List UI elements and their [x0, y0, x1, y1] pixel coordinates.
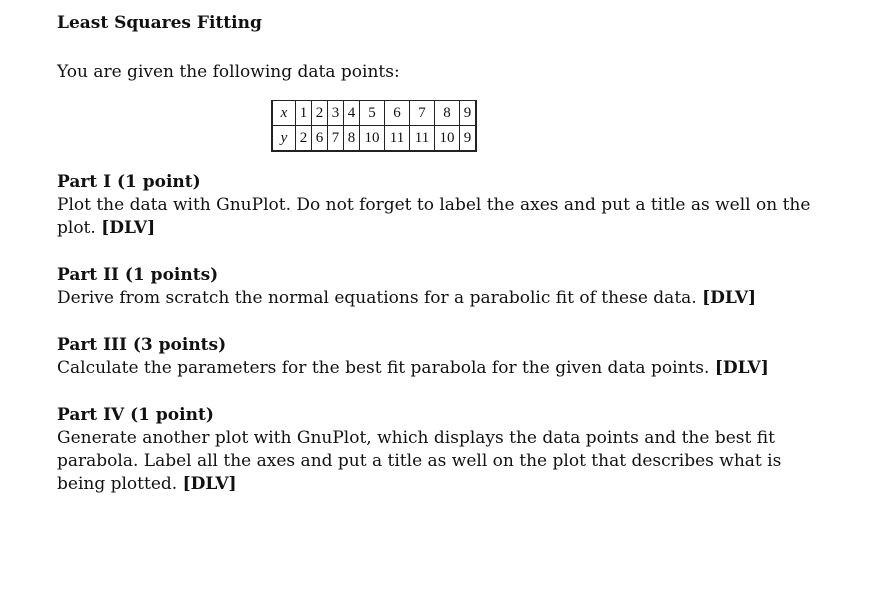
part-1-heading: Part I (1 point)	[57, 172, 201, 192]
x-cell: 1	[296, 101, 312, 126]
part-2-section	[57, 264, 817, 310]
x-cell: 9	[460, 101, 477, 126]
part-3-text: Calculate the parameters for the best fit parabola for the given data points.	[57, 358, 710, 378]
y-header-cell: y	[272, 126, 296, 152]
part-1-dlv-tag: [DLV]	[101, 218, 156, 238]
y-cell: 11	[410, 126, 435, 152]
part-4-dlv-tag: [DLV]	[182, 474, 237, 494]
x-cell: 7	[410, 101, 435, 126]
table-row-x	[272, 101, 476, 126]
y-cell: 2	[296, 126, 312, 152]
part-1-text: Plot the data with GnuPlot. Do not forget to label the axes and put a title as well on the plot.	[57, 195, 811, 238]
data-table	[271, 100, 477, 152]
intro-text: You are given the following data points:	[57, 62, 400, 82]
y-cell: 9	[460, 126, 477, 152]
y-cell: 10	[360, 126, 385, 152]
y-cell: 10	[435, 126, 460, 152]
y-cell: 7	[328, 126, 344, 152]
y-cell: 8	[344, 126, 360, 152]
x-cell: 6	[385, 101, 410, 126]
part-4-section	[57, 404, 817, 496]
part-3-heading: Part III (3 points)	[57, 335, 227, 355]
x-cell: 2	[312, 101, 328, 126]
part-4-text: Generate another plot with GnuPlot, which displays the data points and the best fit parabola. Label all the axes and put a title as well on the plot that describes what is being plotted.	[57, 428, 782, 494]
part-4-body	[57, 427, 817, 496]
part-1-section	[57, 171, 817, 240]
x-cell: 8	[435, 101, 460, 126]
x-cell: 4	[344, 101, 360, 126]
part-3-dlv-tag: [DLV]	[714, 358, 769, 378]
y-cell: 6	[312, 126, 328, 152]
y-cell: 11	[385, 126, 410, 152]
table-row-y	[272, 126, 476, 152]
part-1-body	[57, 194, 817, 240]
x-header-cell: x	[272, 101, 296, 126]
part-3-section	[57, 334, 817, 380]
page-title: Least Squares Fitting	[57, 13, 262, 33]
x-cell: 3	[328, 101, 344, 126]
part-2-body	[57, 287, 817, 310]
x-cell: 5	[360, 101, 385, 126]
part-2-dlv-tag: [DLV]	[702, 288, 757, 308]
part-2-text: Derive from scratch the normal equations for a parabolic fit of these data.	[57, 288, 697, 308]
part-4-heading: Part IV (1 point)	[57, 405, 214, 425]
part-2-heading: Part II (1 points)	[57, 265, 219, 285]
part-3-body	[57, 357, 817, 380]
